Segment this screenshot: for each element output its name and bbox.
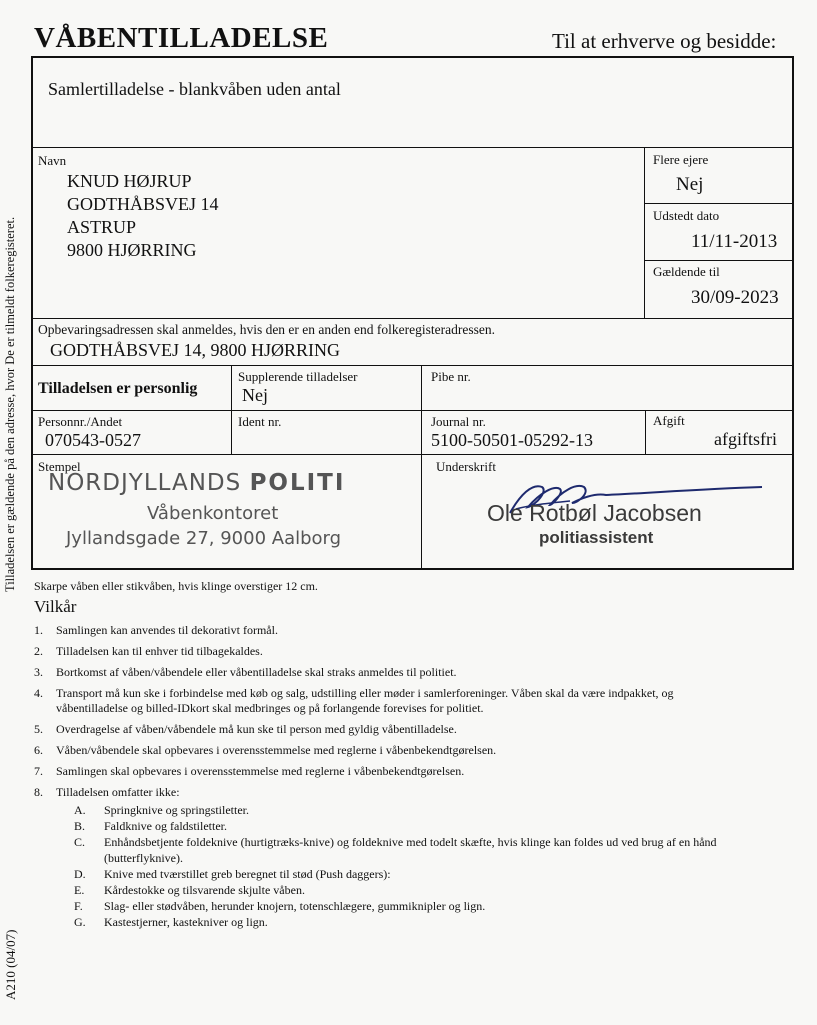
personnr-label: Personnr./Andet bbox=[38, 414, 123, 429]
divider bbox=[645, 203, 794, 204]
holder-postal: 9800 HJØRRING bbox=[67, 240, 197, 260]
condition-text: Samlingen kan anvendes til dekorativt formål. bbox=[56, 623, 278, 637]
condition-text: Tilladelsen omfatter ikke: bbox=[56, 785, 180, 799]
exclusion-letter: C. bbox=[74, 835, 86, 849]
journal-value: 5100-50501-05292-13 bbox=[431, 430, 593, 450]
exclusion-letter: B. bbox=[74, 819, 86, 833]
holder-name: KNUD HØJRUP bbox=[67, 171, 192, 191]
vilkar-heading: Vilkår bbox=[34, 597, 77, 616]
condition-text: Samlingen skal opbevares i overensstemmelse med reglerne i våbenbekendtgørelsen. bbox=[56, 764, 465, 778]
document-subtitle: Til at erhverve og besidde: bbox=[552, 29, 777, 53]
holder-town: ASTRUP bbox=[67, 217, 137, 237]
form-code: A210 (04/07) bbox=[3, 929, 18, 1000]
condition-item bbox=[34, 743, 734, 758]
exclusion-letter: E. bbox=[74, 883, 85, 897]
journal-label: Journal nr. bbox=[431, 414, 486, 429]
stamp-org: NORDJYLLANDS bbox=[48, 470, 242, 496]
exclusion-text: Kårdestokke og tilsvarende skjulte våben. bbox=[104, 883, 305, 897]
blade-note: Skarpe våben eller stikvåben, hvis klinge overstiger 12 cm. bbox=[34, 579, 318, 593]
condition-number: 6. bbox=[34, 743, 43, 757]
condition-text: Bortkomst af våben/våbendele eller våbentilladelse skal straks anmeldes til politiet. bbox=[56, 665, 457, 679]
afgift-value: afgiftsfri bbox=[714, 429, 777, 449]
exclusion-text: Slag- eller stødvåben, herunder knojern, totenschlægere, gummiknipler og lign. bbox=[104, 899, 486, 913]
exclusion-text: Faldknive og faldstiletter. bbox=[104, 819, 227, 833]
stempel-label: Stempel bbox=[38, 459, 81, 474]
condition-text: Våben/våbendele skal opbevares i overensstemmelse med reglerne i våbenbekendtgørelsen. bbox=[56, 743, 497, 757]
stamp-politi: POLITI bbox=[249, 470, 346, 496]
exclusion-item bbox=[56, 866, 734, 882]
condition-item bbox=[34, 665, 734, 680]
flere-ejere-value: Nej bbox=[676, 174, 704, 195]
condition-item bbox=[34, 764, 734, 779]
holder-street: GODTHÅBSVEJ 14 bbox=[67, 194, 219, 214]
exclusion-item bbox=[56, 898, 734, 914]
exclusion-item bbox=[56, 818, 734, 834]
exclusion-item bbox=[56, 802, 734, 818]
divider bbox=[645, 260, 794, 261]
condition-text: Overdragelse af våben/våbendele må kun ske til person med gyldig våbentilladelse. bbox=[56, 722, 457, 736]
divider bbox=[645, 410, 646, 454]
divider bbox=[31, 410, 794, 411]
exclusion-letter: D. bbox=[74, 867, 86, 881]
condition-number: 3. bbox=[34, 665, 43, 679]
exclusion-list bbox=[56, 802, 734, 930]
personal-notice: Tilladelsen er personlig bbox=[38, 380, 198, 397]
exclusion-text: Knive med tværstillet greb beregnet til stød (Push daggers): bbox=[104, 867, 391, 881]
divider bbox=[31, 454, 794, 455]
condition-number: 1. bbox=[34, 623, 43, 637]
condition-item bbox=[34, 722, 734, 737]
ident-label: Ident nr. bbox=[238, 414, 282, 429]
udstedt-value: 11/11-2013 bbox=[691, 231, 778, 252]
exclusion-letter: G. bbox=[74, 915, 86, 929]
underskrift-label: Underskrift bbox=[436, 459, 496, 474]
stamp-line-1 bbox=[48, 470, 345, 496]
divider bbox=[31, 318, 794, 319]
condition-item bbox=[34, 623, 734, 638]
side-note: Tilladelsen er gældende på den adresse, hvor De er tilmeldt folkeregisteret. bbox=[3, 216, 17, 592]
exclusion-text: Springknive og springstiletter. bbox=[104, 803, 249, 817]
condition-number: 2. bbox=[34, 644, 43, 658]
afgift-label: Afgift bbox=[653, 413, 685, 428]
exclusion-letter: F. bbox=[74, 899, 83, 913]
divider bbox=[231, 365, 232, 454]
conditions-section bbox=[34, 579, 734, 936]
condition-number: 7. bbox=[34, 764, 43, 778]
name-label: Navn bbox=[38, 153, 67, 168]
stamp-line-3: Jyllandsgade 27, 9000 Aalborg bbox=[66, 528, 342, 549]
exclusion-item bbox=[56, 914, 734, 930]
conditions-list bbox=[34, 623, 734, 930]
pibe-label: Pibe nr. bbox=[431, 369, 471, 384]
gaeldende-value: 30/09-2023 bbox=[691, 287, 779, 308]
flere-ejere-label: Flere ejere bbox=[653, 152, 709, 167]
supplerende-label: Supplerende tilladelser bbox=[238, 369, 358, 384]
signer-name: Ole Rotbøl Jacobsen bbox=[487, 500, 702, 526]
document-title: VÅBENTILLADELSE bbox=[34, 22, 329, 54]
divider bbox=[644, 147, 645, 318]
condition-item bbox=[34, 644, 734, 659]
signer-position: politiassistent bbox=[539, 528, 654, 547]
storage-label: Opbevaringsadressen skal anmeldes, hvis den er en anden end folkeregisteradressen. bbox=[38, 322, 495, 337]
exclusion-text: Kastestjerner, kastekniver og lign. bbox=[104, 915, 268, 929]
condition-text: Tilladelsen kan til enhver tid tilbagekaldes. bbox=[56, 644, 263, 658]
storage-value: GODTHÅBSVEJ 14, 9800 HJØRRING bbox=[50, 340, 341, 360]
condition-number: 4. bbox=[34, 686, 43, 700]
divider bbox=[31, 365, 794, 366]
exclusion-text: Enhåndsbetjente foldeknive (hurtigtræks-knive) og foldeknive med todelt skæfte, hvis klinge kan foldes ud ved brug af en hånd (butterflyknive). bbox=[104, 835, 717, 865]
condition-item bbox=[34, 785, 734, 930]
permit-type: Samlertilladelse - blankvåben uden antal bbox=[48, 79, 341, 99]
condition-item bbox=[34, 686, 734, 716]
divider bbox=[421, 365, 422, 570]
udstedt-label: Udstedt dato bbox=[653, 208, 720, 223]
exclusion-letter: A. bbox=[74, 803, 86, 817]
gaeldende-label: Gældende til bbox=[653, 264, 720, 279]
personnr-value: 070543-0527 bbox=[45, 430, 141, 450]
exclusion-item bbox=[56, 882, 734, 898]
supplerende-value: Nej bbox=[242, 385, 268, 405]
exclusion-item bbox=[56, 834, 734, 866]
divider bbox=[31, 147, 794, 148]
condition-number: 8. bbox=[34, 785, 43, 799]
stamp-line-2: Våbenkontoret bbox=[147, 503, 279, 524]
condition-text: Transport må kun ske i forbindelse med køb og salg, udstilling eller møder i samlerforeninger. Våben skal da være indpakket, og våbentilladelse og billed-IDkort skal medbringes og på forlangende forevises for politiet. bbox=[56, 686, 674, 715]
condition-number: 5. bbox=[34, 722, 43, 736]
